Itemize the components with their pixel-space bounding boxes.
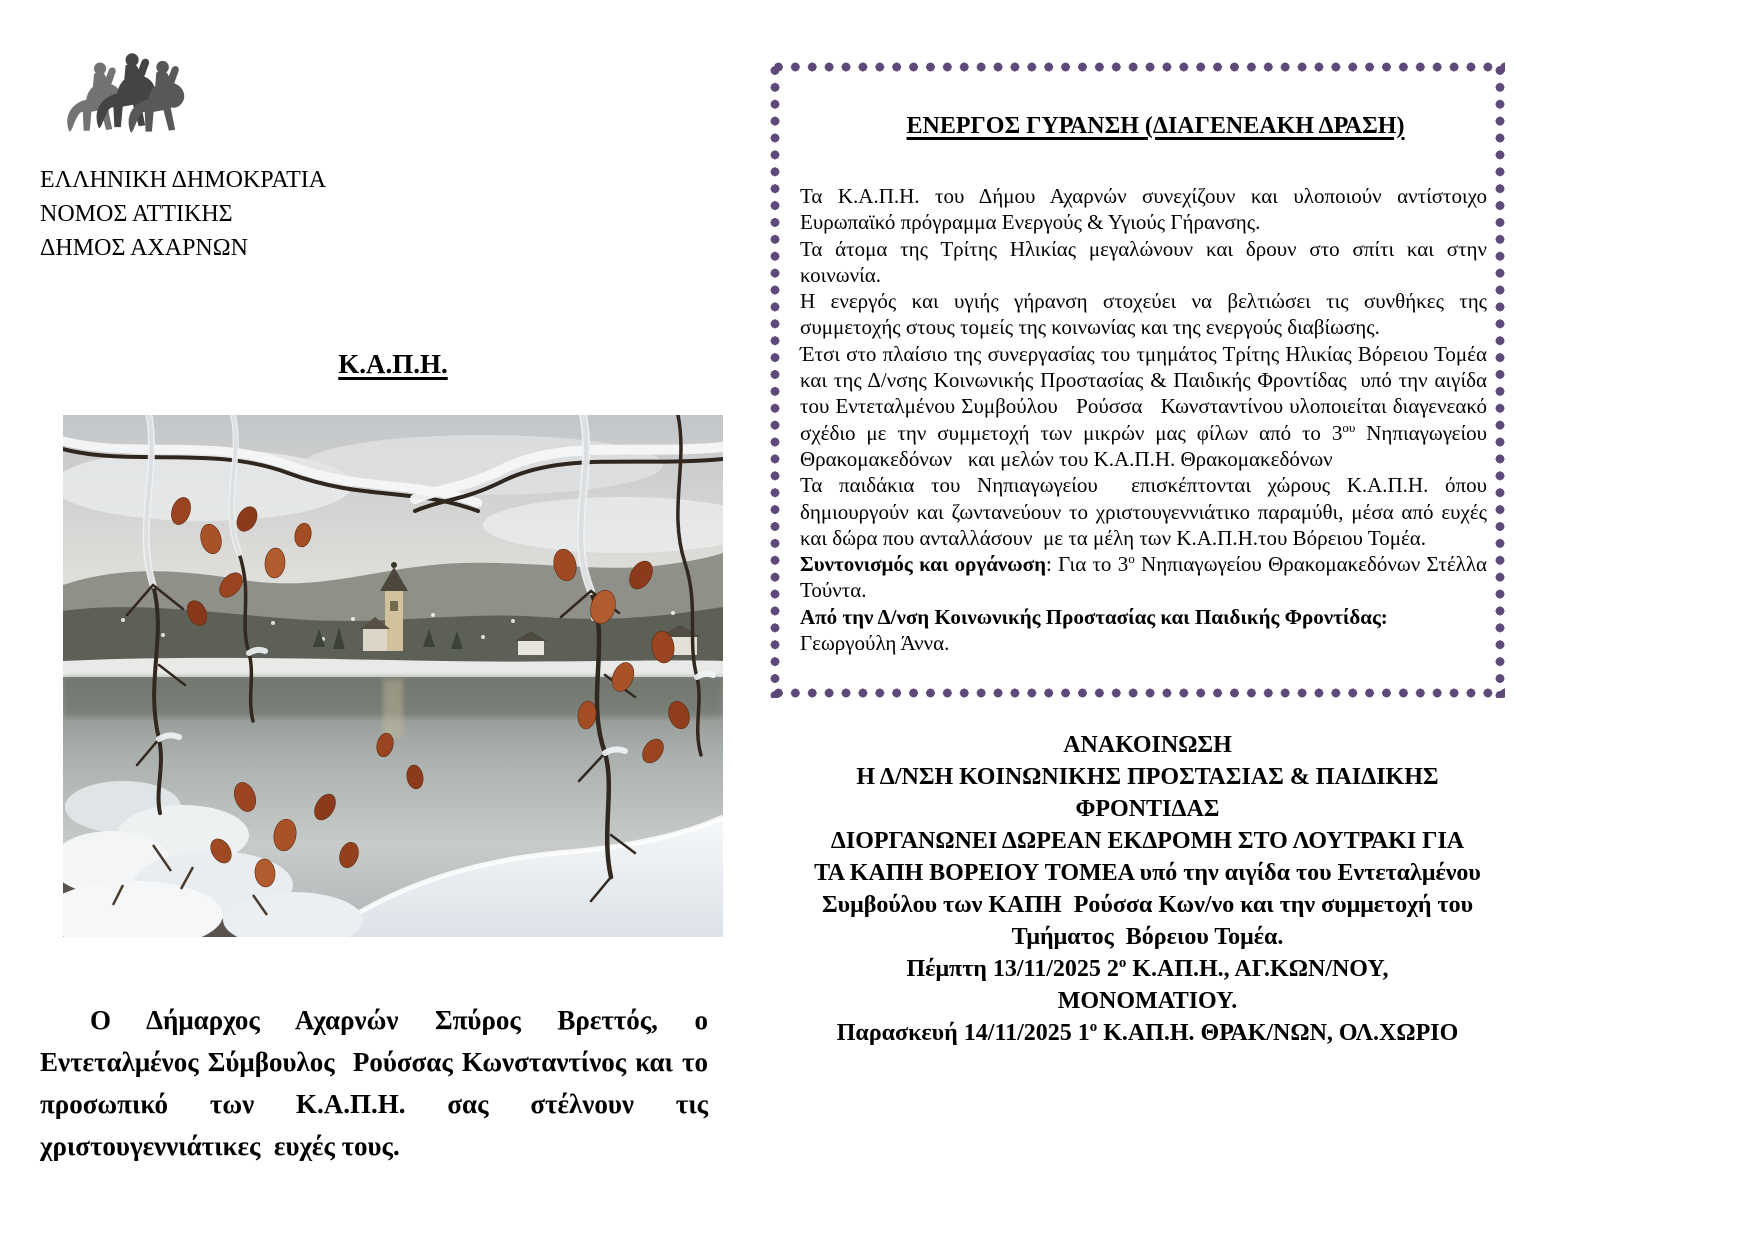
- announcement-line: Η Δ/ΝΣΗ ΚΟΙΝΩΝΙΚΗΣ ΠΡΟΣΤΑΣΙΑΣ & ΠΑΙΔΙΚΗΣ: [856, 764, 1439, 790]
- energos-box: [770, 62, 1505, 698]
- horsemen-relief-icon: [52, 33, 200, 155]
- dotted-border-top: [770, 62, 1505, 72]
- energos-title: ΕΝΕΡΓΟΣ ΓΥΡΑΝΣΗ (ΔΙΑΓΕΝΕΑΚΗ ΔΡΑΣΗ): [906, 113, 1405, 139]
- greeting-paragraph: Ο Δήμαρχος Αχαρνών Σπύρος Βρεττός, ο Εντεταλμένος Σύμβουλος Ρούσσας Κωνσταντίνος και το προσωπικό των Κ.Α.Π.Η. σας στέλνουν τις χριστουγεννιάτικες ευχές τους.: [40, 1005, 715, 1161]
- dotted-border-bottom: [770, 688, 1505, 698]
- dotted-border-left: [770, 62, 780, 698]
- energos-paragraph: Τα παιδάκια του Νηπιαγωγείου επισκέπτονται χώρους Κ.Α.Π.Η. όπου δημιουργούν και ζωντανεύουν το χριστουγεννιάτικο παραμύθι, μέσα από ευχές και δώρα που ανταλλάσουν με τα μέλη των Κ.Α.Π.Η.του Βόρειου Τομέα.: [800, 473, 1493, 550]
- announcement-line: Παρασκευή 14/11/2025 $1^o$ Κ.ΑΠ.Η. ΘΡΑΚ/ΝΩΝ, ΟΛ.ΧΩΡΙΟ: [836, 1019, 1459, 1046]
- energos-paragraph: Η ενεργός και υγιής γήρανση στοχεύει να βελτιώσει τις συνθήκες της συμμετοχής στους τομείς της κοινωνίας και της ενεργούς διαβίωσης.: [800, 289, 1493, 340]
- announcement-line: ΜΟΝΟΜΑΤΙΟΥ.: [1057, 988, 1238, 1014]
- energos-title-row: [790, 86, 1485, 167]
- program-heading-kapi: Κ.Α.Π.Η.: [338, 349, 448, 379]
- org-header: [40, 163, 326, 265]
- announcement-line: Συμβούλου των ΚΑΠΗ Ρούσσα Κων/νο και την συμμετοχή του: [821, 892, 1474, 918]
- announcement-block: [775, 729, 1520, 1049]
- announcement-line: ΤΑ ΚΑΠΗ ΒΟΡΕΙΟΥ ΤΟΜΕΑ υπό την αιγίδα του Εντεταλμένου: [814, 860, 1481, 886]
- org-line-municipality: ΔΗΜΟΣ ΑΧΑΡΝΩΝ: [40, 235, 248, 261]
- announcement-line: ΔΙΟΡΓΑΝΩΝΕΙ ΔΩΡΕΑΝ ΕΚΔΡΟΜΗ ΣΤΟ ΛΟΥΤΡΑΚΙ ΓΙΑ: [830, 828, 1465, 854]
- dotted-border-right: [1495, 62, 1505, 698]
- org-line-country: ΕΛΛΗΝΙΚΗ ΔΗΜΟΚΡΑΤΙΑ: [40, 167, 327, 193]
- announcement-line: Τμήματος Βόρειου Τομέα.: [1011, 924, 1284, 950]
- winter-photo: [63, 415, 723, 937]
- energos-paragraph: Τα άτομα της Τρίτης Ηλικίας μεγαλώνουν και δρουν στο σπίτι και στην κοινωνία.: [800, 236, 1493, 287]
- energos-paragraph: Έτσι στο πλαίσιο της συνεργασίας του τμημάτος Τρίτης Ηλικίας Βόρειου Τομέα και της Δ/νσης Κοινωνικής Προστασίας & Παιδικής Φροντίδας υπό την αιγίδα του Εντεταλμένου Συμβούλου Ρούσσα Κωνσταντίνου υλοποιείται διαγενεακό σχέδιο με την συμμετοχή των μικρών μας φίλων από το $3^{o\upsilon}$ Νηπιαγωγείου Θρακομακεδόνων και μελών του Κ.Α.Π.Η. Θρακομακεδόνων: [800, 341, 1493, 471]
- announcement-line: Πέμπτη 13/11/2025 $2^o$ Κ.ΑΠ.Η., ΑΓ.ΚΩΝ/ΝΟΥ,: [906, 955, 1389, 982]
- energos-paragraph: Από την Δ/νση Κοινωνικής Προστασίας και Παιδικής Φροντίδας:: [800, 604, 1388, 629]
- municipality-logo: [52, 33, 200, 155]
- energos-body: [800, 183, 1493, 656]
- energos-paragraph: Τα Κ.Α.Π.Η. του Δήμου Αχαρνών συνεχίζουν και υλοποιούν αντίστοιχο Ευρωπαϊκό πρόγραμμα Ενεργούς & Υγιούς Γήρανσης.: [800, 184, 1493, 235]
- energos-paragraph: Γεωργούλη Άννα.: [800, 631, 950, 656]
- announcement-line: ΦΡΟΝΤΙΔΑΣ: [1075, 796, 1220, 822]
- energos-paragraph: Συντονισμός και οργάνωση: Για το $3^o$ Νηπιαγωγείου Θρακομακεδόνων Στέλλα Τούντα.: [800, 551, 1492, 603]
- announcement-line: ΑΝΑΚΟΙΝΩΣΗ: [1063, 732, 1232, 758]
- winter-photo-illustration: [63, 415, 723, 937]
- org-line-prefecture: ΝΟΜΟΣ ΑΤΤΙΚΗΣ: [40, 201, 233, 227]
